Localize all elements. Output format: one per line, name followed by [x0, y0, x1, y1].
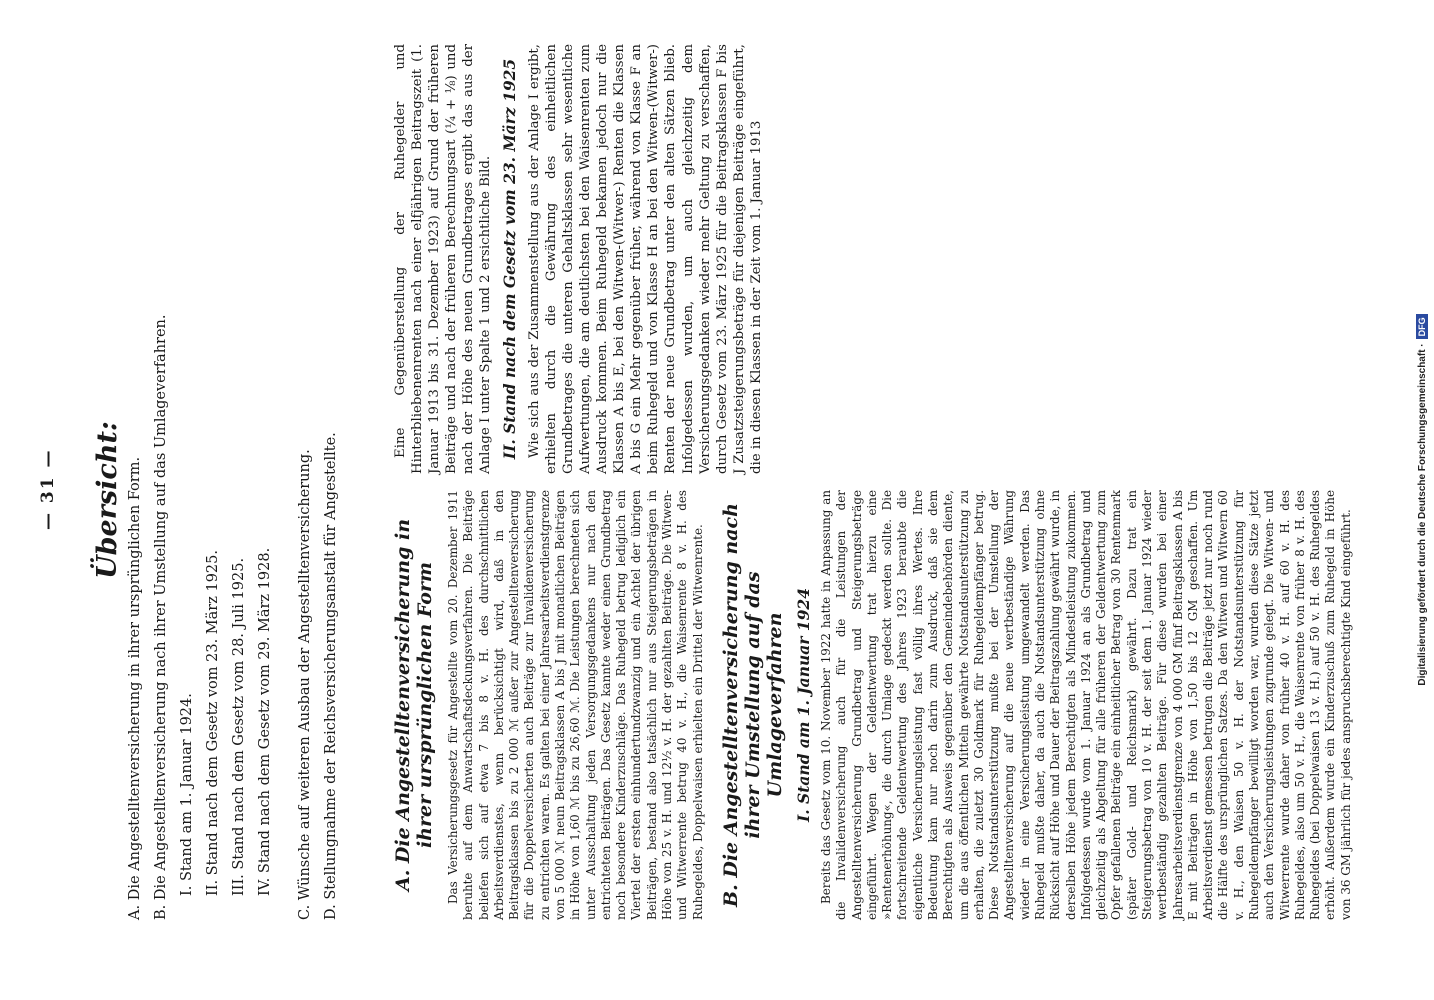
credit-text: Digitalisierung gefördert durch die Deutsche Forschungsgemeinschaft · [1417, 343, 1428, 686]
overview-list [128, 40, 350, 920]
overview-item: A. Die Angestelltenversicherung in ihrer ursprünglichen Form. [127, 456, 143, 920]
overview-item: B. Die Angestelltenversicherung nach ihrer Umstellung auf das Umlageverfahren. [153, 314, 169, 920]
overview-item: I. Stand am 1. Januar 1924. [179, 693, 195, 896]
overview-item: D. Stellungnahme der Reichsversicherungsanstalt für Angestellte. [323, 432, 339, 920]
overview-item: II. Stand nach dem Gesetz vom 23. März 1925. [205, 550, 221, 896]
dfg-logo: DFG [1416, 314, 1428, 339]
overview-item: IV. Stand nach dem Gesetz vom 29. März 1928. [257, 547, 273, 896]
overview-item: III. Stand nach dem Gesetz vom 28. Juli 1925. [231, 557, 247, 896]
section-b-subheading: I. Stand am 1. Januar 1924 [793, 587, 813, 823]
page-number: — 31 — [38, 448, 58, 530]
section-b-paragraph-2: Eine Gegenüberstellung der Ruhegelder und Hinterbliebenenrenten nach einer elfjährigen Beitragszeit (1. Januar 1913 bis 31. Dezember 1923) auf Grund der früheren Beiträge und nach der früheren Berechnungsart (¼ + ⅛) und nach der Höhe des neuen Grundbetrages ergibt das aus der Anlage I unter Spalte 1 und 2 ersichtliche Bild. [393, 44, 494, 474]
section-b-paragraph-3: Wie sich aus der Zusammenstellung aus der Anlage I ergibt, erhielten durch die Gewährung des einheitlichen Grundbetrages die unteren Gehaltsklassen sehr wesentliche Aufwertungen, die am deutlichsten bei den Waisenrenten zum Ausdruck kommen. Beim Ruhegeld bekamen jedoch nur die Klassen A bis E, bei den Witwen-(Witwer-) Renten die Klassen A bis G ein Mehr gegenüber früher, während von Klasse F an beim Ruhegeld und von Klasse H an bei den Witwen-(Witwer-) Renten der neue Grundbetrag unter den alten Sätzen blieb. Infolgedessen wurden, um auch gleichzeitig dem Versicherungsgedanken wieder mehr Geltung zu verschaffen, durch Gesetz vom 23. März 1925 für die Beitragsklassen F bis J Zusatzsteigerungsbeträge für diejenigen Beiträge eingeführt, die in diesen Klassen in der Zeit vom 1. Januar 1913 [526, 44, 764, 474]
section-b-subheading-2: II. Stand nach dem Gesetz vom 23. März 1925 [499, 58, 519, 460]
section-a-heading: A. Die Angestelltenversicherung in ihrer ursprünglichen Form [392, 518, 436, 892]
section-b-paragraph-1: Bereits das Gesetz vom 10. November 1922 hatte in Anpassung an die Invalidenversicherung auch für die Leistungen der Angestelltenversicherung Grundbetrag und Steigerungsbeträge eingeführt. Wegen der Geldentwertung trat hierzu eine »Rentenerhöhung«, die durch Umlage gedeckt werden sollte. Die fortschreitende Geldentwertung des Jahres 1923 beraubte die eigentliche Versicherungsleistung fast völlig ihres Wertes. Ihre Bedeutung kam nur noch darin zum Ausdruck, daß sie dem Berechtigten als Ausweis gegenüber den Gemeindebehörden diente, um die aus öffentlichen Mitteln gewährte Notstandsunterstützung zu erhalten, die zuletzt 30 Goldmark für Ruhegeldempfänger betrug. Diese Notstandsunterstützung mußte bei der Umstellung der Angestelltenversicherung auf die neue wertbeständige Währung wieder in eine Versicherungsleistung umgewandelt werden. Das Ruhegeld mußte daher, da auch die Notstandsunterstützung ohne Rücksicht auf Höhe und Dauer der Beitragszahlung gewährt wurde, in derselben Höhe jedem Berechtigten als Mindestleistung zukommen. Infolgedessen wurde vom 1. Januar 1924 an als Grundbetrag und gleichzeitig als Abgeltung für alle früheren der Geldentwertung zum Opfer gefallenen Beiträge ein einheitlicher Betrag von 30 Rentenmark (später Gold- und Reichsmark) gewährt. Dazu trat ein Steigerungsbetrag von 10 v. H. der seit dem 1. Januar 1924 wieder wertbeständig gezahlten Beiträge. Für diese wurden bei einer Jahresarbeitsverdienstgrenze von 4 000 GM fünf Beitragsklassen A bis E mit Beiträgen in Höhe von 1,50 bis 12 GM geschaffen. Um Arbeitsverdienst gemessen betrugen die Beiträge jetzt nur noch rund die Hälfte des ursprünglichen Satzes. Da den Witwen und Witwern 60 v. H., den Waisen 50 v. H. der Notstandsunterstützung für Ruhegeldempfänger bewilligt worden war, wurden diese Sätze jetzt auch den Versicherungsleistungen zugrunde gelegt. Die Witwen- und Witwerrente wurde daher von früher 40 v. H. auf 60 v. H. des Ruhegeldes, also um 50 v. H., die Waisenrente von früher 8 v. H. des Ruhegeldes (bei Doppelwaisen 13 v. H.) auf 50 v. H. des Ruhegeldes erhöht. Außerdem wurde ein Kinderzuschuß zum Ruhegeld in Höhe von 36 GM jährlich für jedes anspruchsberechtigte Kind eingeführt. [819, 490, 1353, 920]
column-left [392, 490, 1354, 920]
digitization-credit [1414, 0, 1432, 1000]
section-a-body [446, 490, 706, 920]
overview-title: Übersicht: [92, 421, 123, 579]
section-a-paragraph: Das Versicherungsgesetz für Angestellte vom 20. Dezember 1911 beruhte auf dem Anwartschaftsdeckungsverfahren. Die Beiträge beliefen sich auf etwa 7 bis 8 v. H. des durchschnittlichen Arbeitsverdienstes, wenn berücksichtigt wird, daß in den Beitragsklassen bis zu 2 000 ℳ außer zur Angestelltenversicherung für die Doppelversicherten auch Beiträge zur Invalidenversicherung zu entrichten waren. Es galten bei einer Jahresarbeitsverdienstgrenze von 5 000 ℳ neun Beitragsklassen A bis J mit monatlichen Beiträgen in Höhe von 1,60 ℳ bis zu 26,60 ℳ. Die Leistungen berechneten sich unter Ausschaltung jeden Versorgungsgedankens nur nach den entrichteten Beiträgen. Das Gesetz kannte weder einen Grundbetrag noch besondere Kinderzuschläge. Das Ruhegeld betrug lediglich ein Viertel der ersten einhundertundzwanzig und ein Achtel der übrigen Beiträgen, bestand also tatsächlich nur aus Steigerungsbeträgen in Höhe von 25 v. H. und 12½ v. H. der gezahlten Beiträge. Die Witwen- und Witwerrente betrug 40 v. H., die Waisenrente 8 v. H. des Ruhegeldes, Doppelwaisen erhielten ein Drittel der Witwenrente. [446, 490, 705, 920]
column-right [392, 44, 765, 474]
section-b-heading: B. Die Angestelltenversicherung nach ihrer Umstellung auf das Umlageverfahren [719, 503, 786, 907]
overview-item: C. Wünsche auf weiteren Ausbau der Angestelltenversicherung. [297, 449, 313, 920]
